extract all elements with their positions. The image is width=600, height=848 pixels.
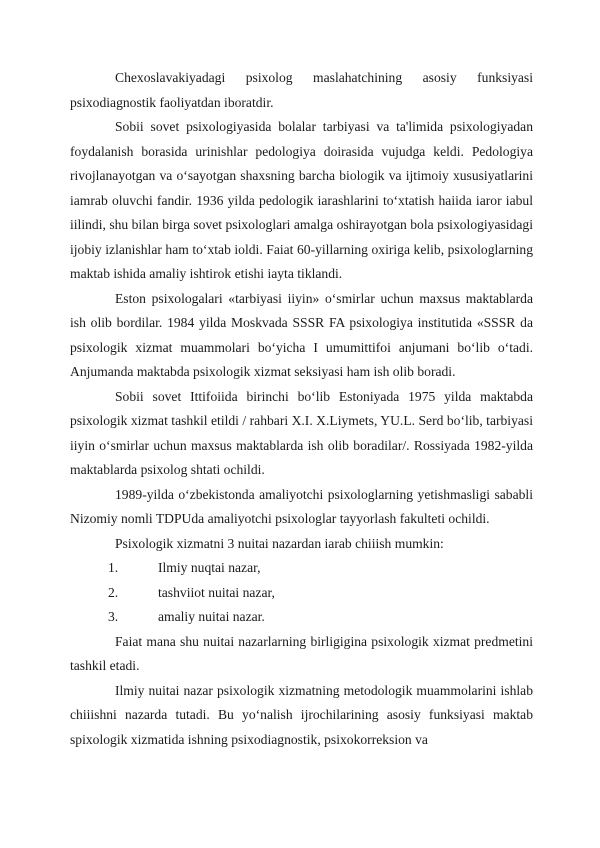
paragraph-3: Eston psixologalari «tarbiyasi iiyin» o‘smirlar uchun maxsus maktablarda ish olib bordilar. 1984 yilda Moskvada SSSR FA psixologiya institutida «SSSR da psixologik xizmat muammolari bo‘yicha I umumittifoi anjumani bo‘lib o‘tadi. Anjumanda maktabda psixologik xizmat seksiyasi ham ish olib boradi.: [70, 290, 533, 379]
list-item-number: 1.: [108, 560, 119, 575]
list-item-number: 3.: [108, 609, 119, 624]
list-item: [70, 605, 533, 630]
paragraph-7: Faiat mana shu nuitai nazarlarning birligigina psixologik xizmat predmetini tashkil etadi.: [70, 633, 533, 673]
paragraph-8: Ilmiy nuitai nazar psixologik xizmatning metodologik muammolarini ishlab chiiishni nazarda tutadi. Bu yo‘nalish ijrochilarining asosiy funksiyasi maktab spixologik xizmatida ishning psixodiagnostik, psixokorreksion va: [70, 682, 533, 747]
numbered-list: [70, 556, 533, 630]
list-item-text: Ilmiy nuqtai nazar,: [158, 560, 261, 575]
paragraph-2: Sobii sovet psixologiyasida bolalar tarbiyasi va ta'limida psixologiyadan foydalanish borasida urinishlar pedologiya doirasida vujudga keldi. Pedologiya rivojlanayotgan va o‘sayotgan shaxsning barcha biologik va ijtimoiy xususiyatlarini iamrab oluvchi fandir. 1936 yilda pedologik iarashlarini to‘xtatish haiida iaror iabul iilindi, shu bilan birga sovet psixologlari amalga oshirayotgan bola psixologiyasidagi ijobiy izlanishlar ham to‘xtab ioldi. Faiat 60-yillarning oxiriga kelib, psixologlarning maktab ishida amaliy ishtirok etishi iayta tiklandi.: [70, 119, 533, 281]
list-item: [70, 581, 533, 606]
paragraph-5: 1989-yilda o‘zbekistonda amaliyotchi psixologlarning yetishmasligi sababli Nizomiy nomli TDPUda amaliyotchi psixologlar tayyorlash fakulteti ochildi.: [70, 486, 533, 526]
paragraph-4: Sobii sovet Ittifoiida birinchi bo‘lib Estoniyada 1975 yilda maktabda psixologik xizmat tashkil etildi / rahbari X.I. X.Liymets, YU.L. Serd bo‘lib, tarbiyasi iiyin o‘smirlar uchun maxsus maktablarda ish olib boradilar/. Rossiyada 1982-yilda maktablarda psixolog shtati ochildi.: [70, 388, 533, 477]
paragraph-1: Chexoslavakiyadagi psixolog maslahatchining asosiy funksiyasi psixodiagnostik faoliyatdan iboratdir.: [70, 70, 533, 110]
list-item-number: 2.: [108, 584, 119, 600]
paragraph-6: Psixologik xizmatni 3 nuitai nazardan iarab chiiish mumkin:: [115, 535, 444, 551]
list-item: [70, 556, 533, 581]
list-item-text: amaliy nuitai nazar.: [158, 609, 265, 624]
document-body: [70, 66, 533, 752]
list-item-text: tashviiot nuitai nazar,: [158, 584, 275, 600]
